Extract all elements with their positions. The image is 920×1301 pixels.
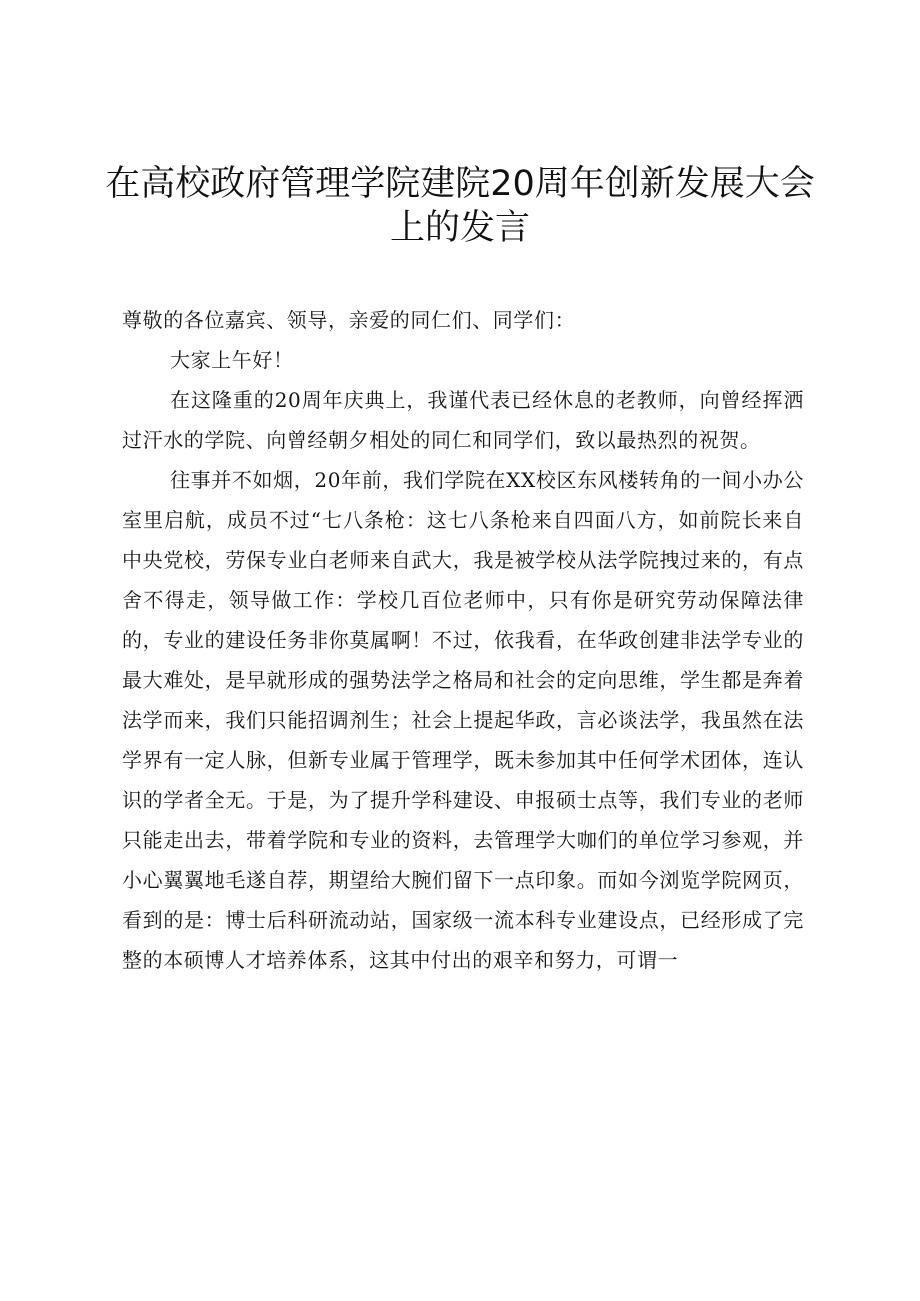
document-title: 在高校政府管理学院建院20周年创新发展大会上的发言 — [105, 164, 815, 248]
paragraph-congratulation: 在这隆重的20周年庆典上，我谨代表已经休息的老教师，向曾经挥洒过汗水的学院、向曾经朝夕相处的同仁和同学们，致以最热烈的祝贺。 — [122, 388, 804, 452]
paragraph-history: 往事并不如烟，20年前，我们学院在XX校区东风楼转角的一间小办公室里启航，成员不过“七八条枪：这七八条枪来自四面八方，如前院长来自中央党校，劳保专业白老师来自武大，我是被学校从法学院拽过来的，有点舍不得走，领导做工作：学校几百位老师中，只有你是研究劳动保障法律的，专业的建设任务非你莫属啊！不过，依我看，在华政创建非法学专业的最大难处，是早就形成的强势法学之格局和社会的定向思维，学生都是奔着法学而来，我们只能招调剂生；社会上提起华政，言必谈法学，我虽然在法学界有一定人脉，但新专业属于管理学，既未参加其中任何学术团体，连认识的学者全无。于是，为了提升学科建设、申报硕士点等，我们专业的老师只能走出去，带着学院和专业的资料，去管理学大咖们的单位学习参观，并小心翼翼地毛遂自荐，期望给大腕们留下一点印象。而如今浏览学院网页，看到的是：博士后科研流动站，国家级一流本科专业建设点，已经形成了完整的本硕博人才培养体系，这其中付出的艰辛和努力，可谓一 — [122, 468, 804, 972]
salutation: 尊敬的各位嘉宾、领导，亲爱的同仁们、同学们： — [122, 308, 576, 332]
paragraph-greeting: 大家上午好！ — [170, 348, 294, 372]
document-body — [122, 300, 804, 980]
